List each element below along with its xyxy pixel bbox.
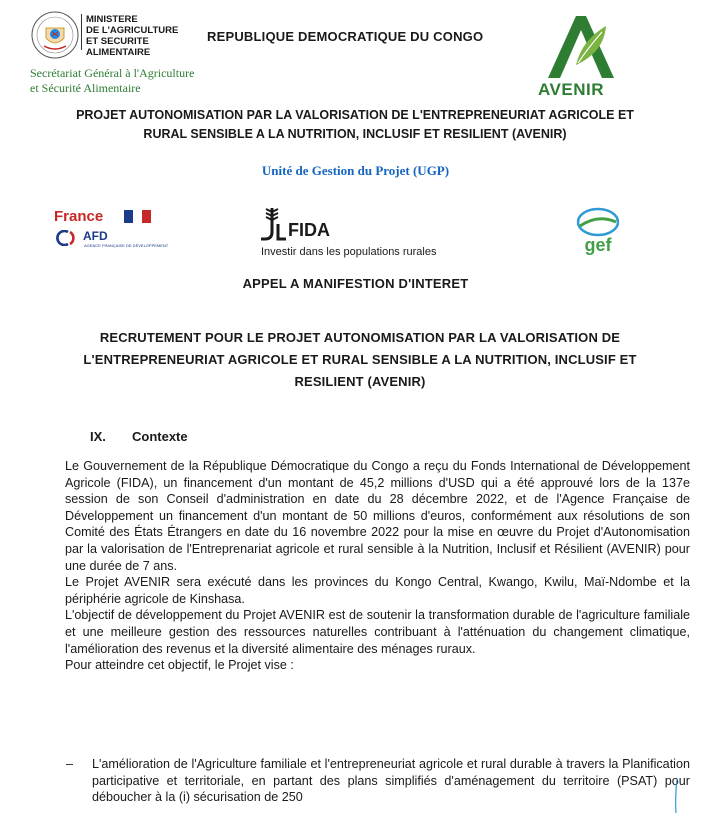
ministry-line: MINISTERE	[86, 14, 138, 25]
paragraph: L'objectif de développement du Projet AVENIR est de soutenir la transformation durable de l'agriculture familiale et une meilleure gestion des ressources naturelles contribuant à l'atténuation du changement climatique, l'amélioration des revenus et la diversité alimentaire des ménages ruraux.	[65, 608, 690, 656]
recruitment-title	[30, 327, 690, 393]
section-title: Contexte	[132, 429, 188, 444]
bullet-text: L'amélioration de l'Agriculture familiale et l'entrepreneuriat agricole et rural durable à travers la Planification participative et territoriale, en partant des plans simplifiés d'aménagement du territoire (PSAT) pour déboucher à la (i) sécurisation de 250	[92, 757, 690, 805]
project-title	[30, 106, 680, 144]
gef-logo-icon	[572, 204, 624, 256]
fida-tagline: Investir dans les populations rurales	[261, 246, 437, 258]
context-body	[65, 458, 690, 674]
drc-coat-of-arms-icon	[30, 10, 80, 60]
section-heading	[90, 429, 188, 444]
fida-wheat-logo-icon	[258, 206, 288, 242]
project-unit-heading: Unité de Gestion du Projet (UGP)	[261, 163, 450, 178]
secretariat-line: et Sécurité Alimentaire	[30, 81, 141, 95]
republic-heading: REPUBLIQUE DEMOCRATIQUE DU CONGO	[207, 29, 484, 44]
project-title-line: RURAL SENSIBLE A LA NUTRITION, INCLUSIF ET RESILIENT (AVENIR)	[143, 127, 567, 141]
avenir-logo-text: AVENIR	[538, 80, 604, 99]
secretariat-line: Secrétariat Général à l'Agriculture	[30, 66, 195, 80]
afd-logo-subtitle: AGENCE FRANÇAISE DE DÉVELOPPEMENT	[84, 243, 169, 248]
afd-logo-icon	[56, 230, 82, 246]
paragraph: Le Gouvernement de la République Démocratique du Congo a reçu du Fonds International de Développement Agricole (FIDA), un financement d'un montant de 45,2 millions d'USD qui a été approuvé lors de la 137e session de son Conseil d'administration en date du 28 décembre 2022, et de l'Agence Française de Développement un financement d'un montant de 50 millions d'euros, conformément aux résolutions de son Comité des États Étrangers en date du 16 novembre 2022 pour la mise en œuvre du Projet d'Autonomisation par la valorisation de l'Entreprenariat agricole et rural sensible à la Nutrition, Inclusif et Résilient (AVENIR) pour une durée de 7 ans.	[65, 459, 690, 573]
call-title: APPEL A MANIFESTION D'INTERET	[242, 276, 469, 291]
recruitment-title-line: L'ENTREPRENEURIAT AGRICOLE ET RURAL SENSIBLE A LA NUTRITION, INCLUSIF ET	[83, 352, 637, 367]
section-number: IX.	[90, 429, 106, 444]
paragraph: Le Projet AVENIR sera exécuté dans les provinces du Kongo Central, Kwango, Kwilu, Maï-Ndombe et la périphérie agricole de Kinshasa.	[65, 575, 690, 606]
recruitment-title-line: RECRUTEMENT POUR LE PROJET AUTONOMISATION PAR LA VALORISATION DE	[99, 330, 621, 345]
gef-logo-text: gef	[584, 235, 612, 255]
fida-logo-text: FIDA	[288, 220, 330, 240]
ministry-line: ET SECURITE ALIMENTAIRE	[86, 36, 151, 58]
ministry-name	[86, 14, 196, 58]
afd-logo-text: AFD	[83, 229, 108, 243]
ministry-line: DE L'AGRICULTURE	[86, 25, 179, 36]
recruitment-title-line: RESILIENT (AVENIR)	[294, 374, 426, 389]
bullet-dash: –	[66, 757, 74, 771]
project-title-line: PROJET AUTONOMISATION PAR LA VALORISATION DE L'ENTREPRENEURIAT AGRICOLE ET	[76, 108, 634, 122]
france-logo-text: France	[54, 208, 104, 225]
french-flag-icon	[124, 210, 151, 223]
bullet-item	[66, 756, 690, 806]
handwritten-margin-mark	[673, 778, 679, 814]
paragraph: Pour atteindre cet objectif, le Projet vise :	[65, 658, 294, 673]
secretariat-name	[30, 66, 194, 96]
